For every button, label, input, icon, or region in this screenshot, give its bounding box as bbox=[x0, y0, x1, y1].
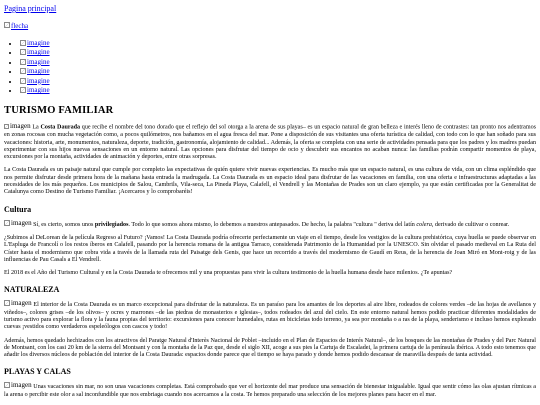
cultura-text-b: . Todo lo que somos ahora mismo, lo debemos a nuestros antepasados. De hecho, la palabra "cultura " deriva del latín bbox=[128, 221, 417, 228]
broken-image-icon bbox=[20, 87, 26, 93]
cultura-text-c: , derivado de cultivar o conrear. bbox=[431, 221, 510, 228]
section-heading-playas: PLAYAS Y CALAS bbox=[4, 367, 71, 377]
intro-text: que recibe el nombre del tono dorado que el reflejo del sol otorga a la arena de sus playas– es un espacio natural de gran belleza e interés lleno de contrastes: tan pronto nos adentramos en zonas rocosas con mucha vegetación como, a pocos quilómetros, nos bañamos en el agua fresca del mar. Pone a disposición de sus visitantes una oferta turística de calidad, con todo con lo que han soñado para sus vacaciones: historia, arte, monumentos, naturaleza, deporte, tradición, gastronomía, alojamiento de calidad... Además, la oferta se completa con una serie de actividades pensada para que los padres y los madres puedan experimentar con sus hijos nuevas sensaciones en un entorno natural. Las opciones para disfrutar del tiempo de ocio y descubrir sus encantos no acaban nunca: las familias podrán compartir momentos de playa, excursiones por la montaña, actividades de animación y deportes, entre otras sorpresas. bbox=[4, 124, 536, 161]
nav-image-link[interactable]: • imagine bbox=[27, 57, 50, 66]
broken-image-icon bbox=[20, 78, 26, 84]
playas-image-alt: imagen bbox=[11, 381, 32, 390]
arrow-image[interactable] bbox=[4, 22, 536, 30]
broken-image-icon bbox=[4, 22, 10, 28]
cultura-paragraph-1 bbox=[4, 219, 536, 229]
broken-image-icon bbox=[4, 124, 9, 129]
cultura-italic: colera bbox=[416, 221, 432, 228]
naturaleza-paragraph-1 bbox=[4, 299, 536, 331]
cultura-paragraph-2: ¿Subimos al DeLorean de la película Regreso al Futuro? ¡Vamos! La Costa Daurada podría ofrecerte perfectamente un viaje en el tiempo, desde los vestigios de la cultura prehistórica, cuya huella se puede observar en L'Espluga de Francolí o los restos íberos en Calafell, pasando por la herencia romana de la antigua Tarraco, considerada Patrimonio de la Humanidad por la UNESCO. Sin olvidar el pasado medieval en La Ruta del Císter hasta el modernismo que cobra vida a través de la llamada ruta del Paisatge dels Genis, que hace un recorrido a través del modernismo de Gaudí en Reus, de la herencia de Joan Miró en Mont-roig y de las influencias de Pau Casals a El Vendrell. bbox=[4, 234, 536, 263]
cultura-paragraph-3: El 2018 es el Año del Turismo Cultural y en la Costa Daurada te ofrecemos mil y una propuestas para vivir la cultura testimonio de la huella humana desde hace milenios. ¿Te apuntas? bbox=[4, 270, 453, 277]
playas-paragraph-1 bbox=[4, 381, 536, 399]
main-page-link[interactable]: Pagina principal bbox=[4, 4, 57, 13]
broken-image-icon bbox=[20, 59, 26, 65]
naturaleza-image-alt: imagen bbox=[11, 299, 32, 308]
nav-image-link[interactable]: • imagine bbox=[27, 39, 50, 47]
broken-image-icon bbox=[4, 300, 10, 306]
playas-text: Unas vacaciones sin mar, no son unas vacaciones completas. Está comprobado que ver el horizonte del mar produce una sensación de bienestar inigualable. Igual que sentir cómo las olas ajustan rítmicas a la arena o percibir este olor a sal inconfundible que nos embriaga cuando nos acercamos a la costa. Te hemos preparado una selección de los mejores planes para hacer en el mar. bbox=[4, 384, 536, 398]
broken-image-icon bbox=[4, 382, 10, 388]
broken-image-icon bbox=[20, 68, 26, 74]
cultura-text-a: Sí, es cierto, somos unos bbox=[31, 221, 95, 228]
broken-image-icon bbox=[4, 220, 10, 226]
nav-item[interactable] bbox=[20, 58, 536, 67]
intro-image-alt: imagen bbox=[10, 122, 31, 131]
section-heading-cultura: Cultura bbox=[4, 204, 32, 214]
nav-image-link[interactable]: • imagine bbox=[27, 48, 50, 57]
nav-image-link[interactable]: • imagine bbox=[27, 86, 50, 95]
intro-paragraph bbox=[4, 122, 536, 161]
nav-image-link[interactable]: • imagine bbox=[27, 67, 50, 76]
naturaleza-text: El interior de la Costa Daurada es un marco excepcional para disfrutar de la naturaleza. Es un paraíso para los amantes de los deportes al aire libre, rodeados de colores verdes –de las hojas de avellanos y viñedos–, colores grises –de los olivos– y ocres y marrones –de las piedras de monasterios e iglesias–, todos rodeados del azul del cielo. En este entorno natural hemos podido practicar diferentes modalidades de turismo activo para explorar la flora y la fauna propias del territorio: excursiones para conocer humedales, rutas en bicicletas todo terreno, ya sea por montaña o a ras de la playa, senderismo e incluso hemos explorado cuevas ¡vestidos como verdaderos espeleólogos con cascos y todo! bbox=[4, 302, 536, 331]
arrow-image-alt[interactable]: flecha bbox=[11, 22, 29, 30]
nav-image-link[interactable]: • imagine bbox=[27, 76, 50, 85]
broken-image-icon bbox=[20, 40, 26, 46]
page-title: TURISMO FAMILIAR bbox=[4, 105, 114, 117]
intro-bold: Costa Daurada bbox=[40, 124, 81, 131]
nav-item[interactable] bbox=[20, 67, 536, 76]
nav-item[interactable] bbox=[20, 77, 536, 86]
nav-item[interactable] bbox=[20, 86, 536, 95]
naturaleza-paragraph-2: Además, hemos quedado hechizados con los atractivos del Paratge Natural d'Interès Nacional de Poblet –incluido en el Plan de Espacios de Interés Natural–, de los bosques de las montañas de Prades y del Parc Natural de Montsant, con los casi 20 km de la sierra del Montsant y con la montaña de la Paz que, desde el siglo XII, acoge a sus pies la Cartuja de Escaladei, la primera cartuja de la península ibérica. A todo esto tenemos que añadir los diversos núcleos de población del interior de la Costa Daurada: espacios donde parece que el tiempo se haya parado y donde hemos podido descansar de maravilla después de tanta actividad. bbox=[4, 337, 536, 359]
image-nav-list bbox=[4, 39, 536, 95]
nav-item[interactable] bbox=[20, 39, 536, 48]
cultura-bold: privilegiados bbox=[94, 221, 129, 228]
section-heading-naturaleza: NATURALEZA bbox=[4, 285, 60, 295]
broken-image-icon bbox=[20, 49, 26, 55]
paragraph-2: La Costa Daurada es un paisaje natural que cumple por completo las expectativas de quién quiere vivir nuevas experiencias. Es mucho más que un espacio natural, es una cultura de vida, con un clima espléndido que nos permite disfrutar desde primera hora de la mañana hasta entrada la madrugada. La Costa Daurada es un espacio ideal para disfrutar de las vacaciones en familia, con una oferta e infraestructuras adaptadas a las necesidades de los más pequeños. Los municipios de Salou, Cambrils, Vila-seca, La Pineda Playa, Calafell, el Vendrell y las Montañas de Prades son un claro ejemplo, ya que están certificadas por la Generalitat de Catalunya como Destino de Turismo Familiar. ¡Acercaros y lo comprobaréis! bbox=[4, 167, 536, 196]
cultura-image-alt: imagen bbox=[11, 218, 32, 227]
intro-lead: La bbox=[32, 124, 39, 131]
nav-item[interactable] bbox=[20, 48, 536, 57]
